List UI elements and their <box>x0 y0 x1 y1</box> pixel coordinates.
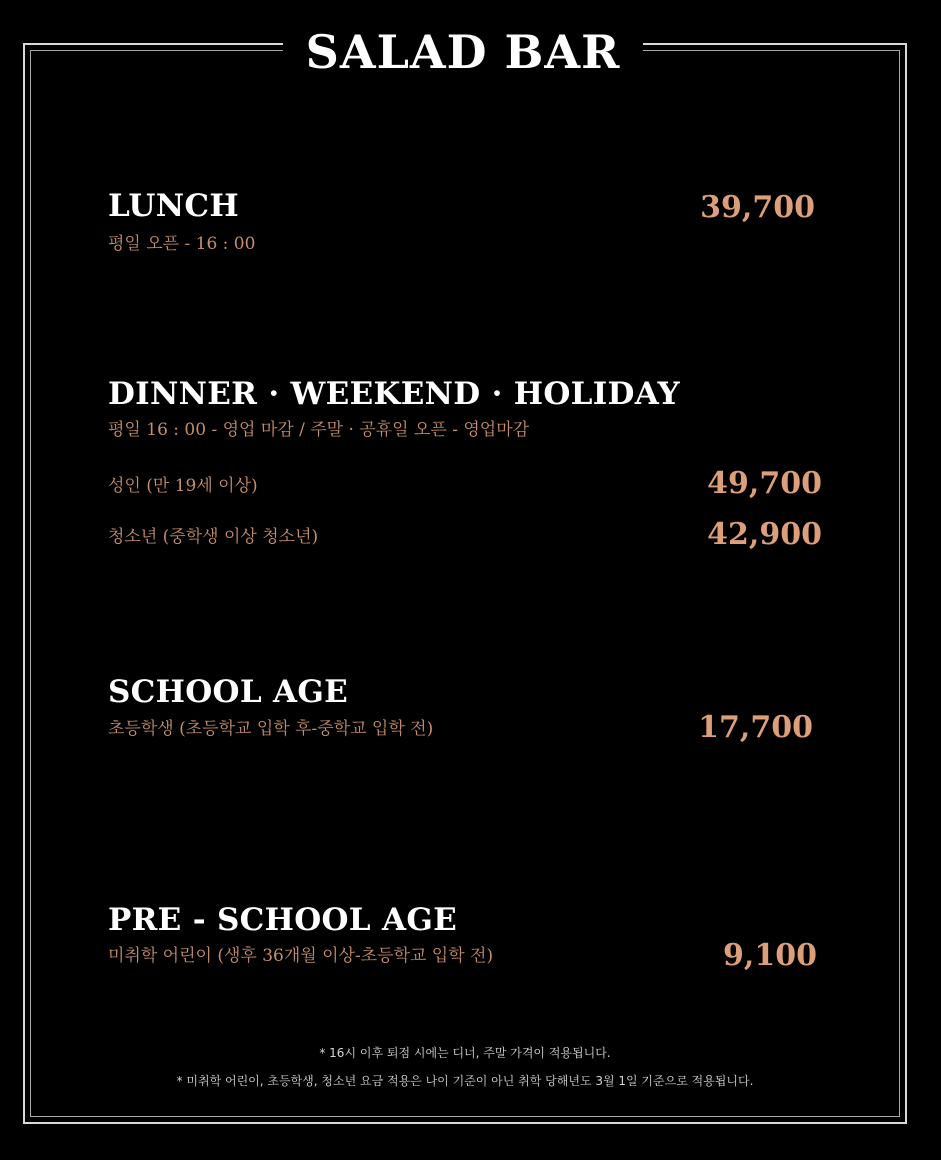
adult-price: 49,700 <box>707 466 822 501</box>
adult-label: 성인 (만 19세 이상) <box>108 476 258 496</box>
dinner-hours: 평일 16 : 00 - 영업 마감 / 주말 · 공휴일 오픈 - 영업마감 <box>108 420 530 440</box>
school-age-label: 초등학생 (초등학교 입학 후-중학교 입학 전) <box>108 719 434 739</box>
youth-label: 청소년 (중학생 이상 청소년) <box>108 527 319 547</box>
footnote: * 16시 이후 퇴점 시에는 디너, 주말 가격이 적용됩니다. <box>319 1046 611 1060</box>
lunch-hours: 평일 오픈 - 16 : 00 <box>108 234 256 254</box>
preschool-heading: PRE - SCHOOL AGE <box>108 902 458 938</box>
lunch-heading: LUNCH <box>108 188 239 224</box>
preschool-price: 9,100 <box>723 938 817 973</box>
lunch-price: 39,700 <box>700 190 815 225</box>
youth-price: 42,900 <box>707 517 822 552</box>
school-age-heading: SCHOOL AGE <box>108 674 349 710</box>
school-age-price: 17,700 <box>698 710 813 745</box>
preschool-label: 미취학 어린이 (생후 36개월 이상-초등학교 입학 전) <box>108 946 494 966</box>
page-title: SALAD BAR <box>305 25 621 79</box>
footnote: * 미취학 어린이, 초등학생, 청소년 요금 적용은 나이 기준이 아닌 취학 당해년도 3월 1일 기준으로 적용됩니다. <box>176 1074 754 1088</box>
dinner-heading: DINNER · WEEKEND · HOLIDAY <box>108 376 680 412</box>
